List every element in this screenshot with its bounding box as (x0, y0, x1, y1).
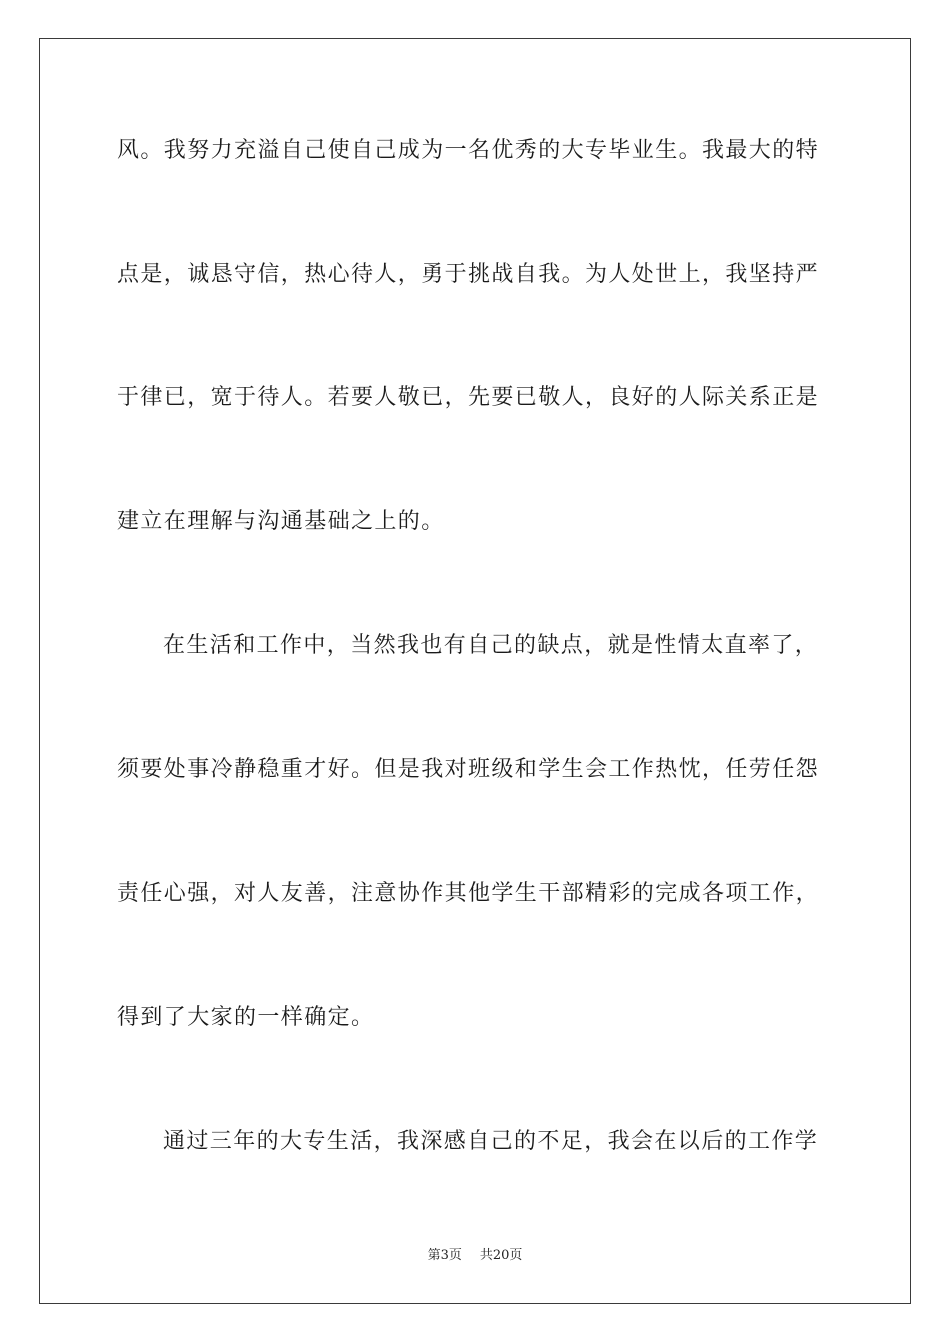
body-text-line: 于律已，宽于待人。若要人敬已，先要已敬人，良好的人际关系正是 (117, 385, 820, 410)
body-text-line: 得到了大家的一样确定。 (117, 1005, 375, 1030)
body-text-line: 责任心强，对人友善，注意协作其他学生干部精彩的完成各项工作， (117, 881, 820, 906)
paragraph-first-line: 通过三年的大专生活，我深感自己的不足，我会在以后的工作学 (163, 1129, 819, 1154)
body-text-line: 点是，诚恳守信，热心待人，勇于挑战自我。为人处世上，我坚持严 (117, 262, 820, 287)
page-total: 共20页 (479, 1248, 523, 1263)
body-text-line: 须要处事冷静稳重才好。但是我对班级和学生会工作热忱，任劳任怨 (117, 757, 820, 782)
body-text-line: 建立在理解与沟通基础之上的。 (117, 509, 445, 534)
body-text-line: 风。我努力充溢自己使自己成为一名优秀的大专毕业生。我最大的特 (117, 138, 820, 163)
page-number: 第3页 (427, 1248, 462, 1263)
paragraph-first-line: 在生活和工作中，当然我也有自己的缺点，就是性情太直率了， (163, 633, 819, 658)
page-border (39, 38, 911, 1304)
page-footer (0, 1247, 950, 1265)
